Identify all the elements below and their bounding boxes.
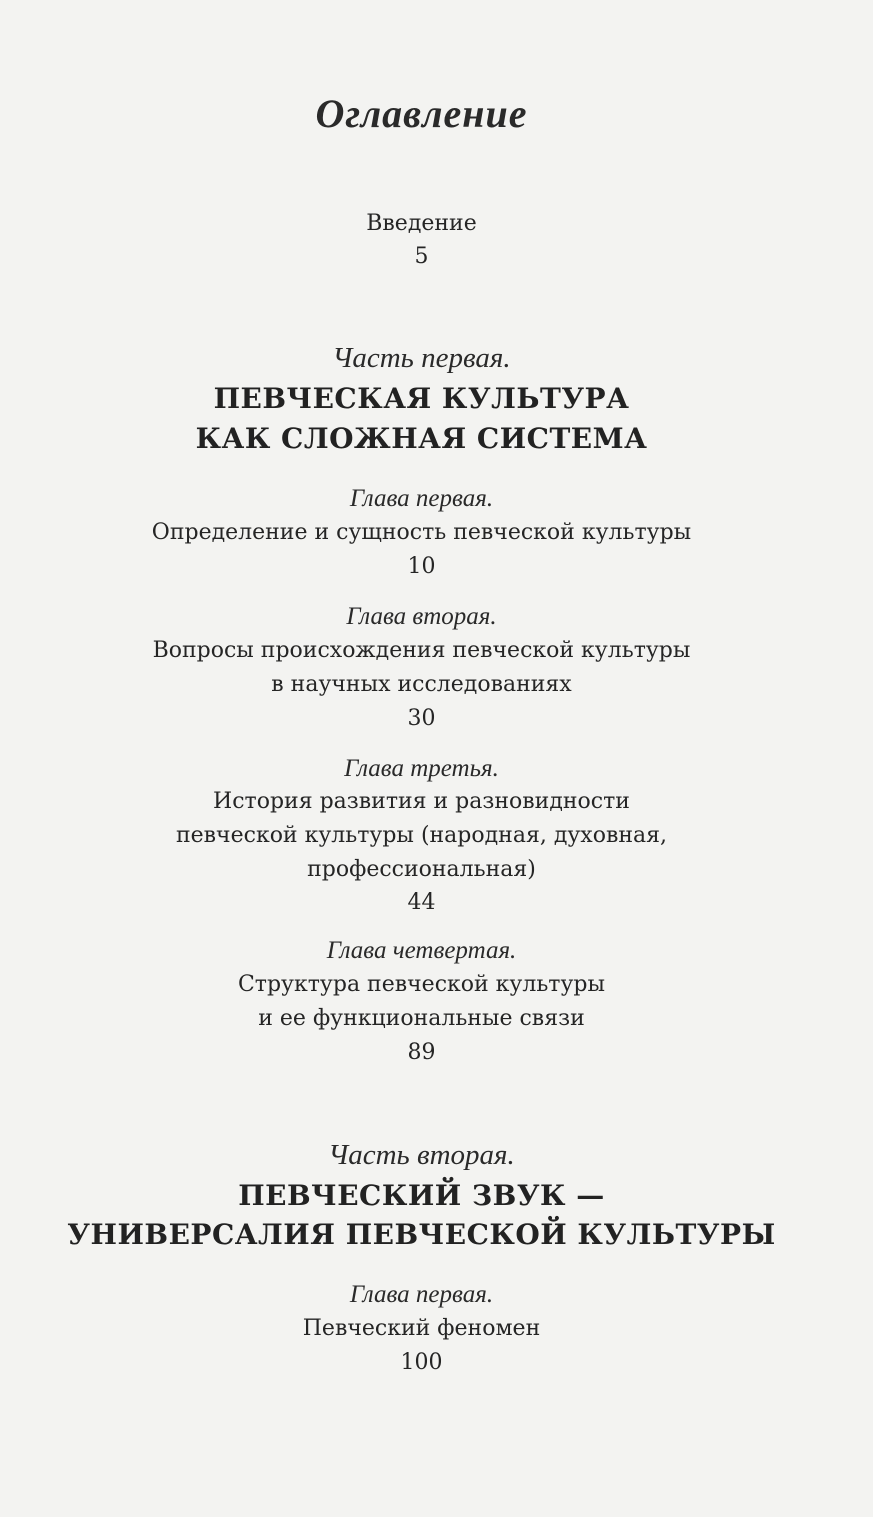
part-1-chapter-2-title-line-2[interactable]: в научных исследованиях	[271, 672, 572, 697]
part-1-chapter-3-page-number: 44	[407, 890, 436, 915]
part-2-chapter-1-page-number: 100	[400, 1350, 443, 1375]
part-1-chapter-4-label: Глава четвертая.	[326, 937, 517, 964]
introduction-label[interactable]: Введение	[366, 211, 477, 236]
part-1-chapter-2-page-number: 30	[407, 706, 436, 731]
part-1-title-line-1[interactable]: ПЕВЧЕСКАЯ КУЛЬТУРА	[213, 382, 630, 415]
part-1-chapter-1-page-number: 10	[407, 554, 436, 579]
part-1-chapter-2-title-line-1[interactable]: Вопросы происхождения певческой культуры	[152, 638, 691, 663]
part-1-title-line-2[interactable]: КАК СЛОЖНАЯ СИСТЕМА	[195, 422, 648, 455]
part-1-chapter-3-title-line-1[interactable]: История развития и разновидности	[213, 789, 630, 814]
part-1-chapter-4-page-number: 89	[407, 1040, 436, 1065]
part-1-chapter-1-title-line-1[interactable]: Определение и сущность певческой культуры	[151, 520, 692, 545]
introduction-page-number: 5	[414, 244, 429, 269]
toc-title: Оглавление	[315, 91, 528, 136]
part-1-chapter-2-label: Глава вторая.	[346, 603, 497, 630]
part-2-chapter-1-label: Глава первая.	[349, 1281, 494, 1308]
part-1-chapter-3-title-line-2[interactable]: певческой культуры (народная, духовная,	[175, 823, 667, 848]
part-2-title-line-2[interactable]: УНИВЕРСАЛИЯ ПЕВЧЕСКОЙ КУЛЬТУРЫ	[67, 1218, 776, 1251]
part-1-label: Часть первая.	[332, 342, 511, 374]
part-1-chapter-4-title-line-1[interactable]: Структура певческой культуры	[237, 972, 606, 997]
part-2-title-line-1[interactable]: ПЕВЧЕСКИЙ ЗВУК —	[238, 1179, 605, 1212]
part-1-chapter-3-label: Глава третья.	[344, 755, 499, 782]
part-1-chapter-1-label: Глава первая.	[349, 485, 494, 512]
part-1-chapter-3-title-line-3[interactable]: профессиональная)	[307, 857, 536, 882]
part-2-label: Часть вторая.	[328, 1139, 515, 1171]
part-1-chapter-4-title-line-2[interactable]: и ее функциональные связи	[258, 1006, 585, 1031]
part-2-chapter-1-title-line-1[interactable]: Певческий феномен	[302, 1316, 541, 1341]
